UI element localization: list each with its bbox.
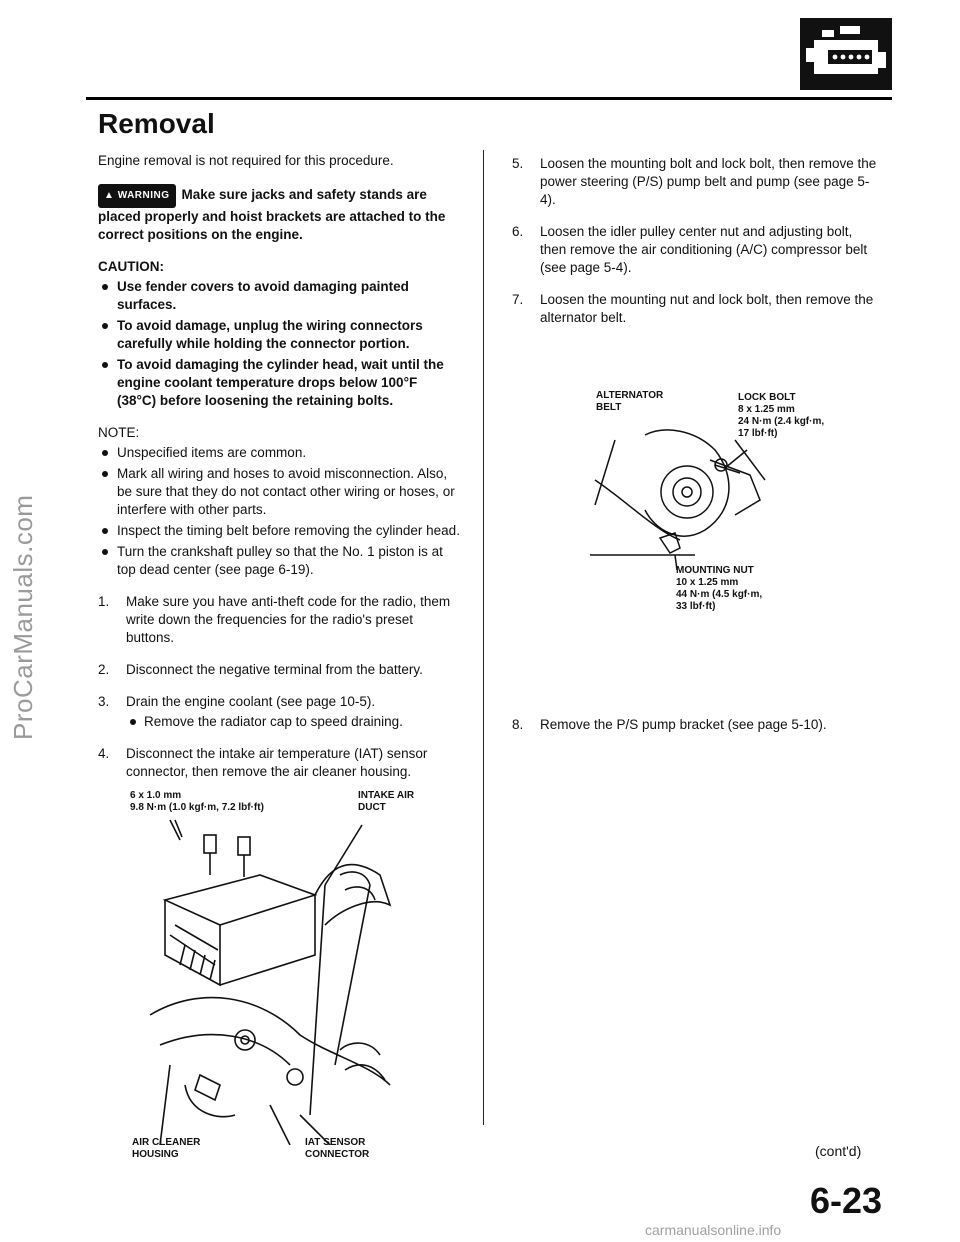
step-1 xyxy=(98,593,460,647)
page-title: Removal xyxy=(98,108,215,139)
bottom-watermark: carmanualsonline.info xyxy=(645,1222,782,1238)
step-6 xyxy=(512,223,877,277)
step-8 xyxy=(512,716,877,734)
lock-bolt-label: LOCK BOLT 8 x 1.25 mm 24 N·m (2.4 kgf·m, 17 lbf·ft) xyxy=(738,392,825,439)
intake-duct-label: INTAKE AIR DUCT xyxy=(358,790,415,813)
caution-item: To avoid damaging the cylinder head, wait until the engine coolant temperature drops below 100°F (38°C) before loosening the retaining bolts. xyxy=(98,356,460,410)
mounting-nut-label: MOUNTING NUT 10 x 1.25 mm 44 N·m (4.5 kgf·m, 33 lbf·ft) xyxy=(676,565,763,612)
alternator-belt-label: ALTERNATOR BELT xyxy=(596,390,664,413)
step-text: Loosen the mounting nut and lock bolt, then remove the alternator belt. xyxy=(540,292,874,325)
right-column xyxy=(512,155,877,341)
caution-label: CAUTION: xyxy=(98,259,164,274)
air-cleaner-illustration xyxy=(140,815,400,1145)
right-column-lower xyxy=(512,716,877,748)
note-list xyxy=(98,444,460,579)
step-text: Loosen the mounting bolt and lock bolt, then remove the power steering (P/S) pump belt and pump (see page 5-4). xyxy=(540,156,877,207)
bolt-spec-label: 6 x 1.0 mm 9.8 N·m (1.0 kgf·m, 7.2 lbf·ft) xyxy=(130,790,264,813)
left-column xyxy=(98,152,460,795)
side-watermark: ProCarManuals.com xyxy=(8,494,38,740)
caution-item: Use fender covers to avoid damaging painted surfaces. xyxy=(98,278,460,314)
note-label: NOTE: xyxy=(98,425,140,440)
step-text: Remove the P/S pump bracket (see page 5-10). xyxy=(540,717,827,732)
step-number: 5. xyxy=(512,156,524,171)
step-5 xyxy=(512,155,877,209)
warning-badge: ▲ WARNING xyxy=(98,184,176,208)
top-rule xyxy=(86,97,892,100)
step-text: Loosen the idler pulley center nut and adjusting bolt, then remove the air conditioning (A/C) compressor belt (see page 5-4). xyxy=(540,224,868,275)
engine-block-icon xyxy=(800,18,892,90)
note-item: Turn the crankshaft pulley so that the No. 1 piston is at top dead center (see page 6-19). xyxy=(98,543,460,579)
step-number: 2. xyxy=(98,662,110,677)
step-text: Disconnect the intake air temperature (IAT) sensor connector, then remove the air cleaner housing. xyxy=(126,746,428,779)
note-item: Unspecified items are common. xyxy=(98,444,460,462)
caution-list xyxy=(98,278,460,410)
step-number: 6. xyxy=(512,224,524,239)
step-number: 4. xyxy=(98,746,110,761)
step-3 xyxy=(98,693,460,731)
step-number: 3. xyxy=(98,694,110,709)
step-number: 8. xyxy=(512,717,524,732)
step-number: 1. xyxy=(98,594,110,609)
note-item: Inspect the timing belt before removing the cylinder head. xyxy=(98,522,460,540)
step-2 xyxy=(98,661,460,679)
step-number: 7. xyxy=(512,292,524,307)
intro-text: Engine removal is not required for this procedure. xyxy=(98,153,394,168)
step-7 xyxy=(512,291,877,327)
step-text: Make sure you have anti-theft code for the radio, them write down the frequencies for the radio's preset buttons. xyxy=(126,594,451,645)
warning-block xyxy=(98,184,460,244)
air-cleaner-label: AIR CLEANER HOUSING xyxy=(132,1137,201,1160)
page-number: 6-23 xyxy=(810,1180,883,1221)
caution-item: To avoid damage, unplug the wiring connectors carefully while holding the connector portion. xyxy=(98,317,460,353)
iat-sensor-label: IAT SENSOR CONNECTOR xyxy=(305,1137,370,1160)
warning-text: Make sure jacks and safety stands are placed properly and hoist brackets are attached to the correct positions on the engine. xyxy=(98,187,446,242)
alternator-illustration xyxy=(585,420,805,570)
step-sub-bullet: Remove the radiator cap to speed draining. xyxy=(126,713,460,731)
continued-label: (cont'd) xyxy=(815,1143,862,1159)
column-divider xyxy=(483,150,484,1125)
step-text: Drain the engine coolant (see page 10-5). xyxy=(126,694,376,709)
step-text: Disconnect the negative terminal from the battery. xyxy=(126,662,423,677)
note-item: Mark all wiring and hoses to avoid misconnection. Also, be sure that they do not contact other wiring or hoses, or interfere with other parts. xyxy=(98,465,460,519)
step-4 xyxy=(98,745,460,781)
